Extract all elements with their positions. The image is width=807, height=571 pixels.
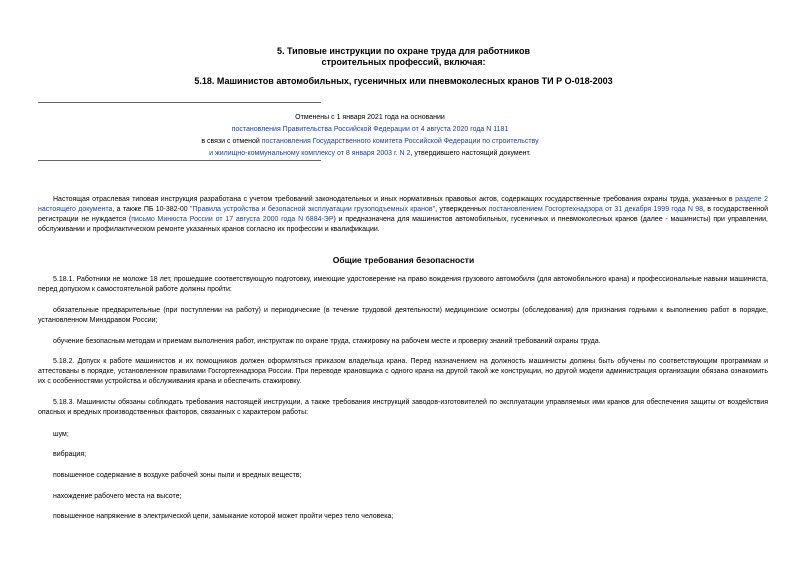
link-crane-rules[interactable]: "Правила устройства и безопасной эксплуатации грузоподъемных кранов" [190,206,436,213]
list-item-noise: шум; [53,431,69,438]
paragraph-training: обучение безопасным методам и приемам выполнения работ, инструктаж по охране труда, стажировку на рабочем месте и проверку знаний требований охраны труда. [53,338,601,345]
paragraph-medical: обязательные предварительные (при поступлении на работу) и периодические (в течение трудовой деятельности) медицинские осмотры (обследования) для признания годными к выполнению работ в порядке, установленном Минздравом России; [38,307,768,324]
note-link-gosstroy[interactable]: постановления Государственного комитета Российской Федерации по строительству [261,138,539,145]
note-line4-text: , утвердившего настоящий документ. [410,150,531,157]
divider-top [38,102,321,103]
note-line3-text: в связи с отменой [201,138,260,145]
cancel-note [190,112,550,160]
paragraph-5-18-3: 5.18.3. Машинисты обязаны соблюдать требования настоящей инструкции, а также требования инструкций заводов-изготовителей по эксплуатации управляемых ими кранов для обеспечения защиты от воздействия опасных и вредных производственных факторов, связанных с характером работы: [38,399,768,416]
doc-title-line2: строительных профессий, включая: [321,57,486,67]
intro-text-5: ) и предназначена для машинистов автомобильных, гусеничных и пневмоколесных кранов (далее - машинисты) при управлении, обслуживании и профилактическом ремонте указанных кранов согласно их профессии и квалификации. [38,216,768,233]
paragraph-5-18-2: 5.18.2. Допуск к работе машинистов и их помощников должен оформляться приказом владельца крана. Перед назначением на должность машинисты должны быть обучены по соответствующим программам и аттестованы в порядке, установленном правилами Госгортехнадзора России. При переводе крановщика с одного крана на другой такой же конструкции, но другой модели администрация организации обязана ознакомить их с особенностями устройства и обслуживания крана и обеспечить стажировку. [38,358,768,385]
intro-text-4: , в государственной регистрации не нуждается ( [38,206,769,223]
note-link-gosstroy-cont[interactable]: и жилищно-коммунальному комплексу от 8 января 2003 г. N 2 [209,150,411,157]
list-item-dust: повышенное содержание в воздухе рабочей зоны пыли и вредных веществ; [53,472,302,479]
link-section-2[interactable]: разделе 2 настоящего документа [38,196,768,213]
intro-text-3: , утвержденных [435,206,487,213]
list-item-vibration: вибрация; [53,451,87,458]
intro-paragraph [38,195,768,235]
doc-subtitle: 5.18. Машинистов автомобильных, гусеничных или пневмоколесных кранов ТИ Р О-018-2003 [194,76,613,86]
intro-text-1: Настоящая отраслевая типовая инструкция разработана с учетом требований законодательных и иных нормативных правовых актов, содержащих государственные требования охраны труда, указанных в [53,196,733,203]
list-item-voltage: повышенное напряжение в электрической цепи, замыкание которой может пройти через тело человека; [53,513,394,520]
paragraph-5-18-1: 5.18.1. Работники не моложе 18 лет, прошедшие соответствующую подготовку, имеющие удостоверение на право вождения грузового автомобиля (для автомобильного крана) и профессиональные навыки машиниста, перед допуском к самостоятельной работе должны пройти: [38,276,768,293]
doc-title-line1: 5. Типовые инструкции по охране труда для работников [277,46,530,56]
link-gosgortekhnadzor-decree[interactable]: постановлением Госгортехнадзора от 31 декабря 1999 года N 98 [488,206,704,213]
note-line1: Отменены с 1 января 2021 года на основании [295,114,445,121]
note-link-decree-1181[interactable]: постановления Правительства Российской Федерации от 4 августа 2020 года N 1181 [231,126,509,133]
link-minjust-letter[interactable]: письмо Минюста России от 17 августа 2000 года N 6884-ЭР [131,216,334,223]
list-item-height: нахождение рабочего места на высоте; [53,493,182,500]
section-title: Общие требования безопасности [332,255,475,265]
intro-text-2: , а также ПБ 10-382-00 [112,206,188,213]
divider-bottom [38,160,321,161]
